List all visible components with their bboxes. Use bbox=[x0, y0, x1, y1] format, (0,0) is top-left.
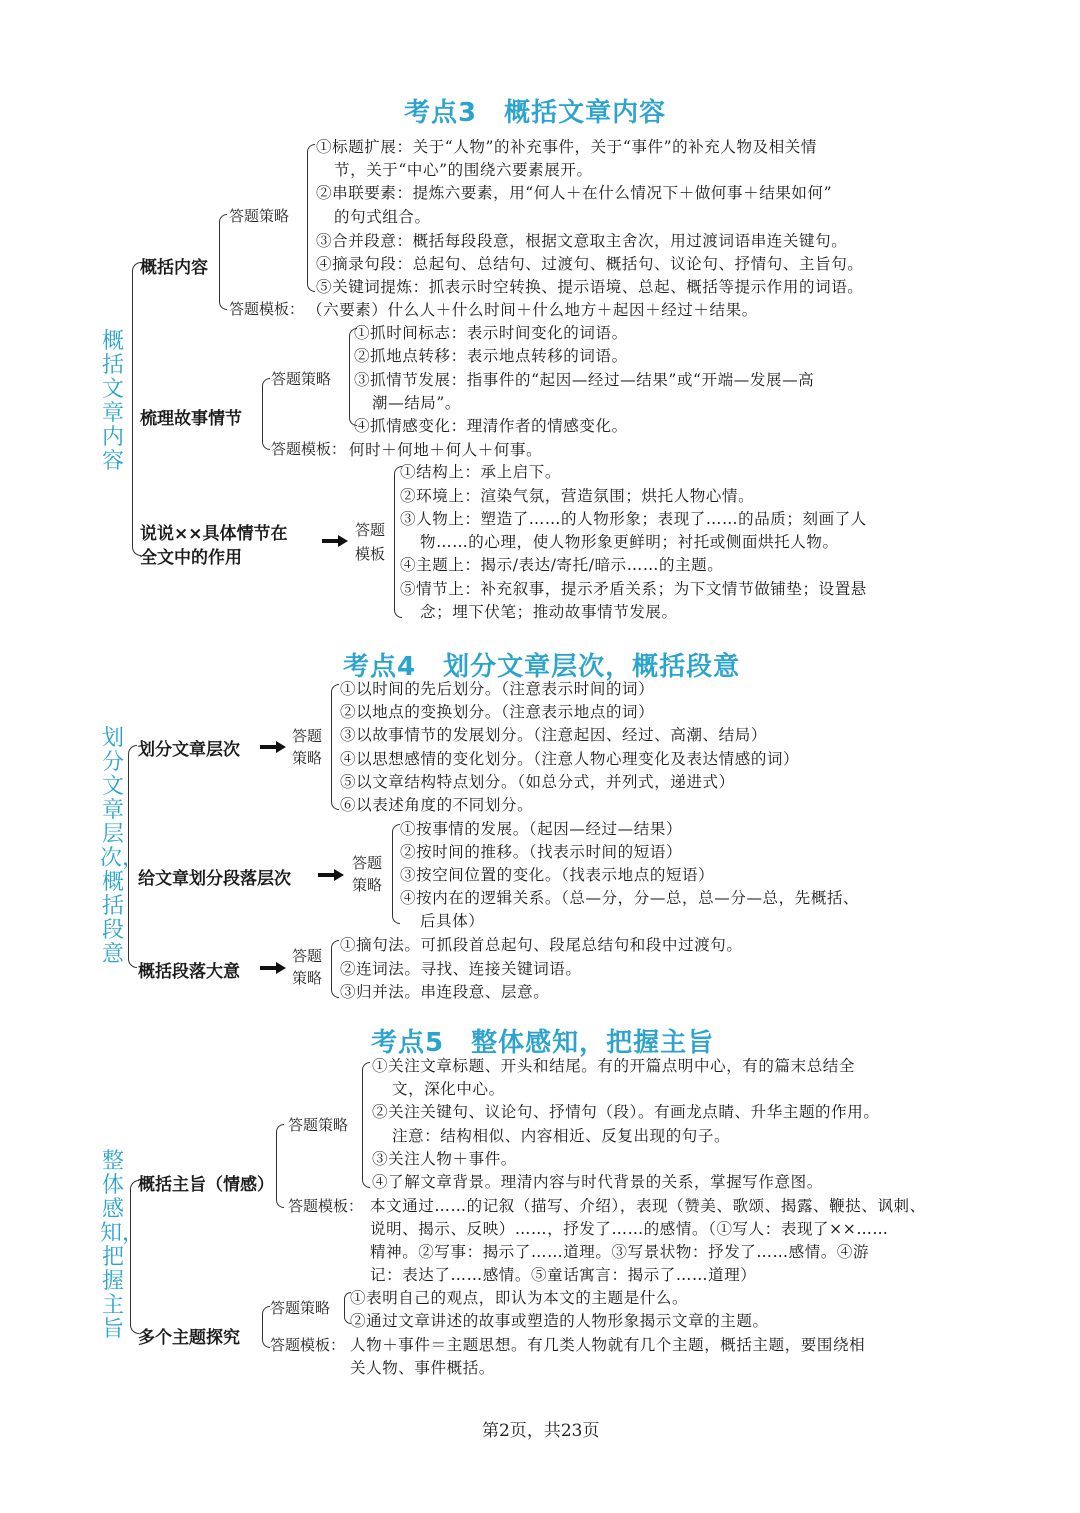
strategy-line: ②关注关键句、议论句、抒情句（段）。有画龙点睛、升华主题的作用。 bbox=[372, 1103, 880, 1121]
strategy-label: 答题策略 bbox=[229, 207, 290, 225]
strategy-label: 策略 bbox=[292, 969, 323, 987]
strategy-line: ①以时间的先后划分。（注意表示时间的词） bbox=[340, 680, 655, 698]
sub-brace bbox=[262, 1306, 270, 1348]
template-line: 记：表达了……感情。⑤童话寓言：揭示了……道理） bbox=[370, 1266, 757, 1284]
node-divide-paragraphs: 给文章划分段落层次 bbox=[138, 869, 291, 889]
strategy-line: ④以思想感情的变化划分。（注意人物心理变化及表达情感的词） bbox=[340, 750, 800, 768]
page-footer: 第2页，共23页 bbox=[482, 1421, 600, 1441]
section-title-5: 考点5 整体感知，把握主旨 bbox=[371, 1028, 715, 1058]
template-line: 人物＋事件＝主题思想。有几类人物就有几个主题，概括主题，要围绕相 bbox=[350, 1336, 866, 1354]
node-paragraph-gist: 概括段落大意 bbox=[138, 962, 240, 982]
strategy-label: 答题策略 bbox=[271, 370, 332, 388]
sub-brace bbox=[276, 1124, 284, 1208]
template-label: 答题 bbox=[355, 521, 386, 539]
strategy-line: 的句式组合。 bbox=[334, 208, 431, 226]
section-side-title-4: 划分文章层次，概括段意 bbox=[100, 726, 145, 967]
template-label: 答题模板： bbox=[288, 1197, 364, 1215]
node-plot-role: 全文中的作用 bbox=[140, 548, 242, 568]
arrow-icon bbox=[260, 962, 286, 974]
strategy-line: ④按内在的逻辑关系。（总—分，分—总，总—分—总，先概括、 bbox=[400, 889, 860, 907]
strategy-line: ②串联要素：提炼六要素，用“何人＋在什么情况下＋做何事＋结果如何” bbox=[316, 184, 833, 202]
template-line: 关人物、事件概括。 bbox=[350, 1359, 495, 1377]
node-divide-layers: 划分文章层次 bbox=[138, 740, 240, 760]
strategy-line: ①摘句法。可抓段首总起句、段尾总结句和段中过渡句。 bbox=[340, 936, 743, 954]
arrow-icon bbox=[318, 869, 344, 881]
template-line: ④主题上：揭示/表达/寄托/暗示……的主题。 bbox=[400, 556, 724, 574]
template-label: 答题模板： bbox=[270, 1336, 346, 1354]
template-line: ③人物上：塑造了……的人物形象；表现了……的品质；刻画了人 bbox=[400, 510, 867, 528]
strategy-line: ⑤关键词提炼：抓表示时空转换、提示语境、总起、概括等提示作用的词语。 bbox=[316, 278, 864, 296]
strategy-line: ⑤以文章结构特点划分。（如总分式，并列式，递进式） bbox=[340, 773, 735, 791]
strategy-line: 后具体） bbox=[420, 912, 485, 930]
strategy-line: ②抓地点转移：表示地点转移的词语。 bbox=[354, 347, 628, 365]
sub-brace bbox=[307, 144, 315, 292]
strategy-line: ①抓时间标志：表示时间变化的词语。 bbox=[354, 324, 628, 342]
strategy-line: ③按空间位置的变化。（找表示地点的短语） bbox=[400, 866, 715, 884]
template-line: 物……的心理，使人物形象更鲜明；衬托或侧面烘托人物。 bbox=[420, 533, 839, 551]
strategy-label: 答题 bbox=[292, 727, 323, 745]
sub-brace bbox=[331, 684, 339, 810]
strategy-line: ③以故事情节的发展划分。（注意起因、经过、高潮、结局） bbox=[340, 726, 767, 744]
template-line: 本文通过……的记叙（描写、介绍），表现（赞美、歌颂、揭露、鞭挞、讽刺、 bbox=[370, 1197, 926, 1215]
sub-brace bbox=[262, 378, 270, 450]
arrow-icon bbox=[260, 741, 286, 753]
strategy-line: ④抓情感变化：理清作者的情感变化。 bbox=[354, 417, 628, 435]
strategy-label: 答题 bbox=[292, 947, 323, 965]
strategy-line: 节，关于“中心”的围绕六要素展开。 bbox=[334, 161, 593, 179]
main-brace bbox=[130, 1180, 139, 1334]
strategy-line: ②按时间的推移。（找表示时间的短语） bbox=[400, 843, 683, 861]
strategy-label: 答题策略 bbox=[270, 1299, 331, 1317]
strategy-line: ②以地点的变换划分。（注意表示地点的词） bbox=[340, 703, 655, 721]
node-multi-theme: 多个主题探究 bbox=[138, 1328, 240, 1348]
template-label: 答题模板： bbox=[229, 300, 305, 318]
strategy-line: ②通过文章讲述的故事或塑造的人物形象揭示文章的主题。 bbox=[350, 1312, 769, 1330]
section-title-4: 考点4 划分文章层次，概括段意 bbox=[343, 652, 741, 682]
template-label: 答题模板： bbox=[271, 440, 347, 458]
node-plot-outline: 梳理故事情节 bbox=[140, 409, 242, 429]
strategy-label: 答题 bbox=[352, 854, 383, 872]
strategy-label: 策略 bbox=[352, 876, 383, 894]
template-line: 念；埋下伏笔；推动故事情节发展。 bbox=[420, 603, 678, 621]
strategy-line: ①关注文章标题、开头和结尾。有的开篇点明中心，有的篇末总结全 bbox=[372, 1057, 856, 1075]
template-text: （六要素）什么人＋什么时间＋什么地方＋起因＋经过＋结果。 bbox=[307, 301, 758, 319]
template-label: 模板 bbox=[355, 545, 386, 563]
template-line: 精神。②写事：揭示了……道理。③写景状物：抒发了……感情。④游 bbox=[370, 1243, 870, 1261]
strategy-label: 策略 bbox=[292, 749, 323, 767]
sub-brace bbox=[219, 214, 227, 310]
node-summarize-content: 概括内容 bbox=[140, 258, 208, 278]
sub-brace bbox=[331, 940, 339, 998]
strategy-line: 潮—结局”。 bbox=[372, 394, 462, 412]
section-title-3: 考点3 概括文章内容 bbox=[404, 98, 667, 128]
sub-brace bbox=[392, 824, 400, 924]
strategy-line: 文，深化中心。 bbox=[392, 1080, 505, 1098]
strategy-line: ①按事情的发展。（起因—经过—结果） bbox=[400, 820, 683, 838]
strategy-label: 答题策略 bbox=[288, 1116, 349, 1134]
strategy-line: ②连词法。寻找、连接关键词语。 bbox=[340, 960, 582, 978]
strategy-line: 注意：结构相似、内容相近、反复出现的句子。 bbox=[392, 1127, 731, 1145]
strategy-line: ④了解文章背景。理清内容与时代背景的关系，掌握写作意图。 bbox=[372, 1173, 823, 1191]
arrow-icon bbox=[322, 535, 348, 547]
template-line: ①结构上：承上启下。 bbox=[400, 463, 562, 481]
strategy-line: ①表明自己的观点，即认为本文的主题是什么。 bbox=[350, 1289, 689, 1307]
sub-brace bbox=[362, 1062, 370, 1188]
strategy-line: ③抓情节发展：指事件的“起因—经过—结果”或“开端—发展—高 bbox=[354, 371, 815, 389]
strategy-line: ④摘录句段：总起句、总结句、过渡句、概括句、议论句、抒情句、主旨句。 bbox=[316, 255, 864, 273]
section-side-title-3: 概括文章内容 bbox=[101, 329, 124, 474]
strategy-line: ③合并段意：概括每段段意，根据文意取主舍次，用过渡词语串连关键句。 bbox=[316, 232, 848, 250]
template-text: 何时＋何地＋何人＋何事。 bbox=[349, 441, 543, 459]
strategy-line: ⑥以表述角度的不同划分。 bbox=[340, 796, 534, 814]
strategy-line: ③归并法。串连段意、层意。 bbox=[340, 983, 550, 1001]
section-side-title-5: 整体感知，把握主旨 bbox=[100, 1149, 145, 1342]
template-line: ⑤情节上：补充叙事，提示矛盾关系；为下文情节做铺垫；设置悬 bbox=[400, 580, 867, 598]
strategy-line: ①标题扩展：关于“人物”的补充事件，关于“事件”的补充人物及相关情 bbox=[316, 138, 817, 156]
node-plot-role: 说说××具体情节在 bbox=[140, 524, 288, 544]
template-line: ②环境上：渲染气氛，营造氛围；烘托人物心情。 bbox=[400, 487, 755, 505]
main-brace bbox=[128, 745, 137, 968]
template-line: 说明、揭示、反映）……，抒发了……的感情。（①写人：表现了××…… bbox=[370, 1220, 889, 1238]
node-theme-summary: 概括主旨（情感） bbox=[138, 1175, 274, 1195]
strategy-line: ③关注人物＋事件。 bbox=[372, 1150, 517, 1168]
